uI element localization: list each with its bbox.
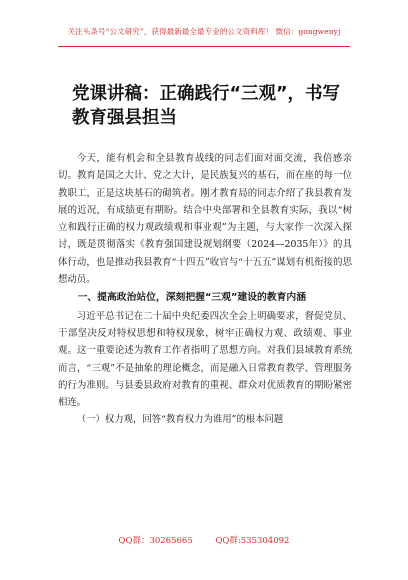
header-divider xyxy=(58,46,350,47)
subsection-heading: （一）权力观，回答“教育权力为谁用”的根本问题 xyxy=(76,414,284,426)
document-title: 党课讲稿：正确践行“三观”，书写教育强县担当 xyxy=(72,84,341,128)
section-paragraph: 习近平总书记在二十届中央纪委四次全会上明确要求，督促党员、干部坚决反对特权思想和特权现象，树牢正确权力观、政绩观、事业观。这一重要论述为教育工作者指明了思想方向。对我们县域教育系统而言，“三观”不是抽象的理论概念，而是融入日常教育教学、管理服务的行为准则。与县委县政府对教育的重视、群众对优质教育的期盼紧密相连。 xyxy=(58,310,352,409)
footer-qq-group-2: QQ群:535304092 xyxy=(215,536,290,546)
document-body xyxy=(58,150,352,429)
footer-qq-group-1: QQ群：30265665 xyxy=(118,536,193,546)
footer-contacts xyxy=(0,534,408,546)
section-heading: 一、提高政治站位，深刻把握“三观”建设的教育内涵 xyxy=(77,292,307,304)
intro-paragraph: 今天，能有机会和全县教育战线的同志们面对面交流，我倍感亲切。教育是国之大计、党之大计，是民族复兴的基石，而在座的每一位教职工，正是这块基石的砌筑者。刚才教育局的同志介绍了我县教育发展的近况，有成绩更有期盼。结合中央部署和全县教育实际，我以“树立和践行正确的权力观政绩观和事业观”为主题，与大家作一次深入探讨，既是贯彻落实《教育强国建设规划纲要（2024—2035年）》的具体行动，也是推动我县教育“十四五”收官与“十五五”谋划有机衔接的思想动员。 xyxy=(58,153,352,286)
header-promo-note: 关注头条号“公文研究”，获得最新最全最专业的公文资料库！ 微信：gongwenyj xyxy=(67,27,341,36)
